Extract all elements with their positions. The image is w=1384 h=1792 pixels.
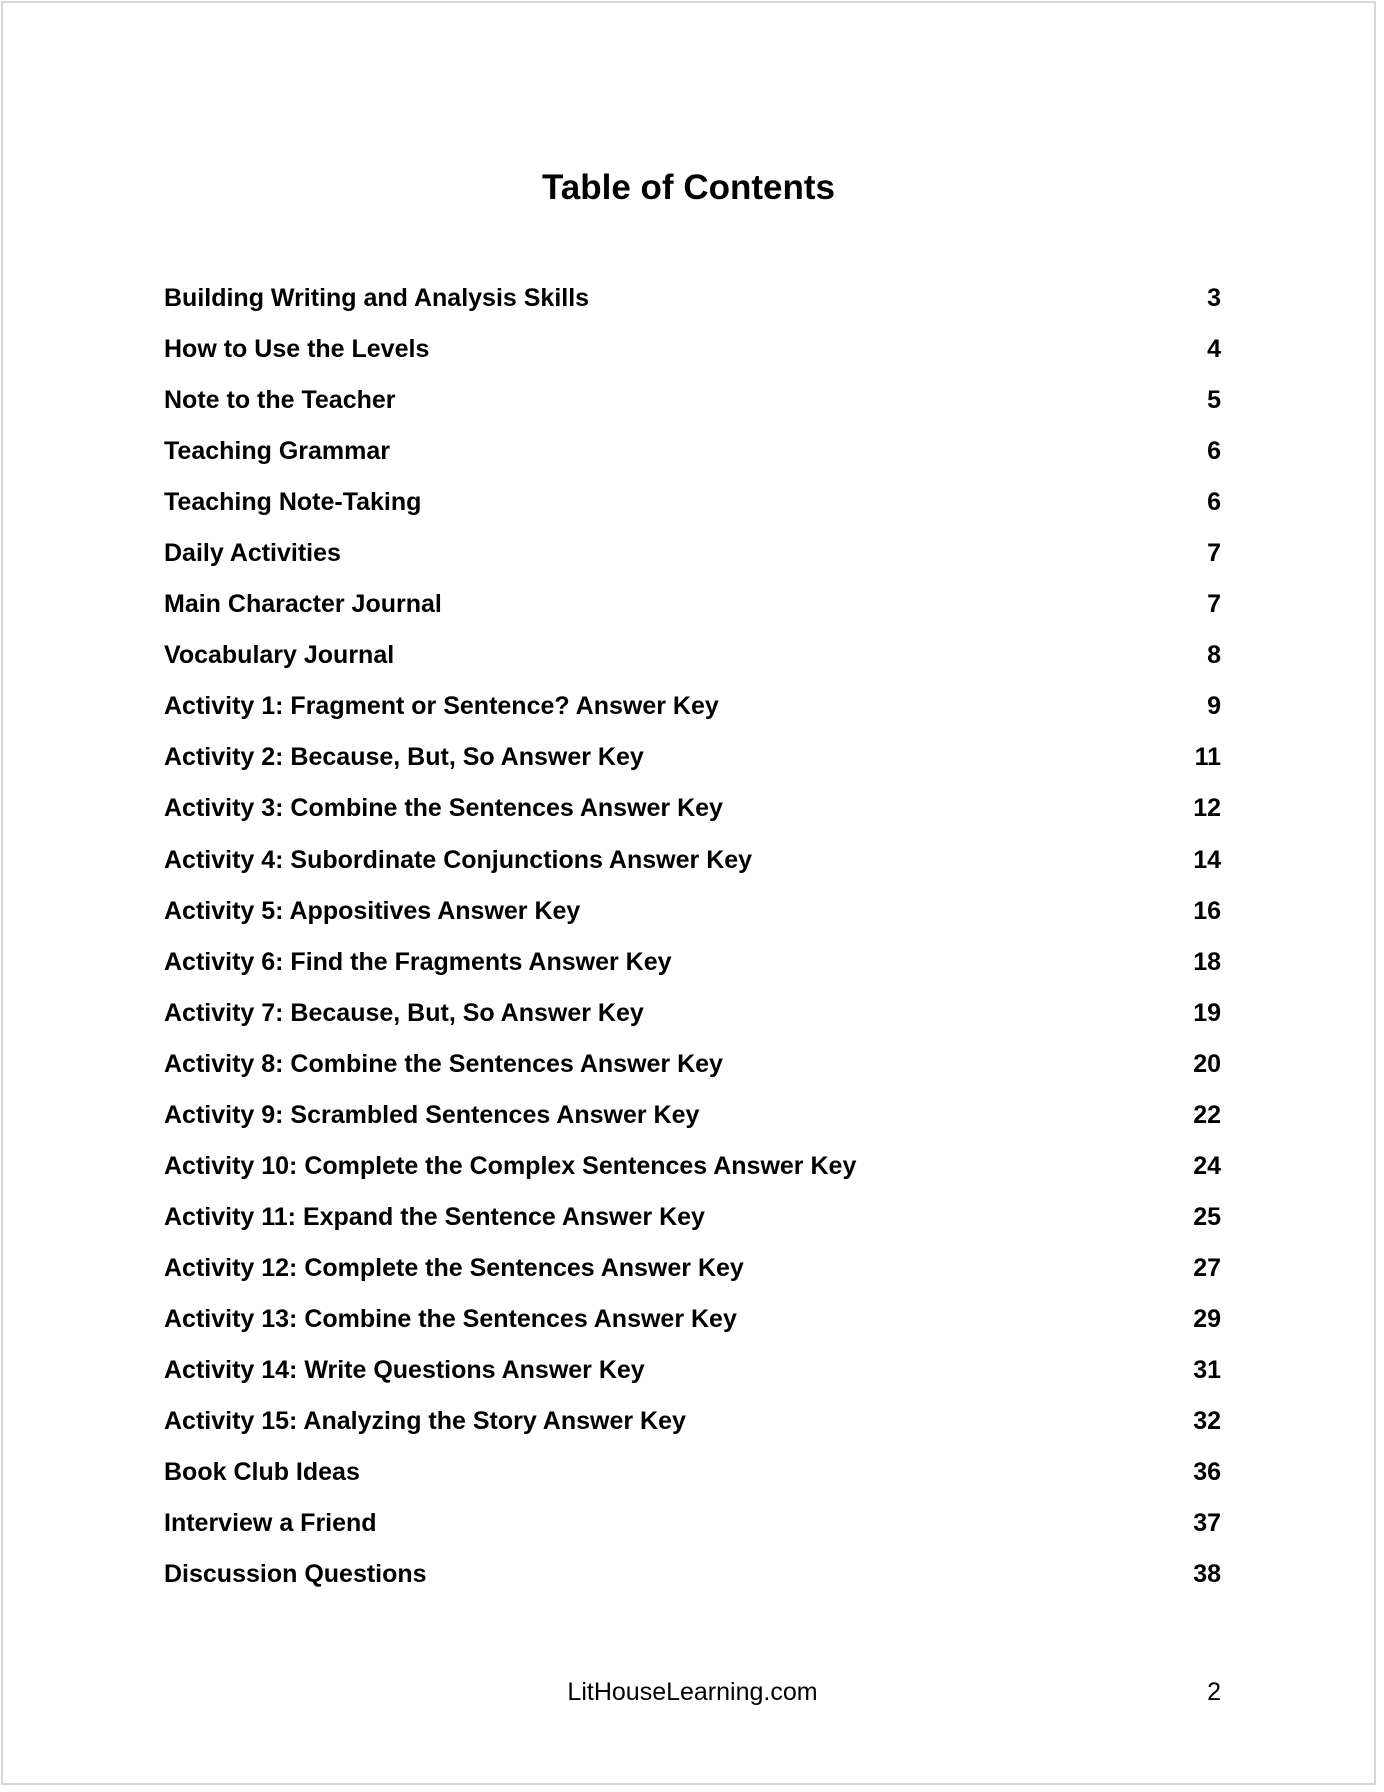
toc-entry-label: Activity 8: Combine the Sentences Answer Key	[164, 1049, 723, 1078]
toc-entry-page-number: 27	[1193, 1253, 1221, 1282]
toc-entry-page-number: 6	[1207, 488, 1221, 517]
toc-row	[164, 477, 1221, 528]
toc-entry-page-number: 18	[1193, 947, 1221, 976]
toc-row	[164, 783, 1221, 834]
toc-entry-page-number: 22	[1193, 1100, 1221, 1129]
toc-entry-label: Activity 3: Combine the Sentences Answer Key	[164, 794, 723, 823]
toc-entry-label: Activity 2: Because, But, So Answer Key	[164, 743, 644, 772]
toc-entry-label: Daily Activities	[164, 539, 341, 568]
toc-entry-page-number: 36	[1193, 1458, 1221, 1487]
toc-row	[164, 579, 1221, 630]
toc-row	[164, 1192, 1221, 1243]
toc-entry-label: Activity 6: Find the Fragments Answer Key	[164, 947, 672, 976]
toc-row	[164, 324, 1221, 375]
toc-entry-page-number: 6	[1207, 437, 1221, 466]
toc-entry-label: Vocabulary Journal	[164, 641, 395, 670]
toc-row	[164, 528, 1221, 579]
toc-entry-label: Interview a Friend	[164, 1509, 377, 1538]
toc-row	[164, 273, 1221, 324]
toc-row	[164, 375, 1221, 426]
footer-page-number: 2	[1207, 1678, 1221, 1706]
toc-row	[164, 732, 1221, 783]
toc-entry-label: Main Character Journal	[164, 590, 442, 619]
toc-entry-label: Book Club Ideas	[164, 1458, 360, 1487]
toc-entry-page-number: 31	[1193, 1355, 1221, 1384]
toc-entry-page-number: 4	[1207, 335, 1221, 364]
toc-entry-page-number: 11	[1194, 743, 1221, 772]
toc-entry-page-number: 29	[1193, 1304, 1221, 1333]
toc-entry-page-number: 37	[1193, 1509, 1221, 1538]
toc-row	[164, 1294, 1221, 1345]
toc-row	[164, 835, 1221, 886]
toc-list	[164, 273, 1221, 1600]
toc-entry-label: Activity 11: Expand the Sentence Answer Key	[164, 1202, 705, 1231]
toc-entry-label: Discussion Questions	[164, 1560, 427, 1589]
toc-entry-page-number: 14	[1193, 845, 1221, 874]
toc-entry-page-number: 3	[1207, 284, 1221, 312]
toc-entry-page-number: 5	[1207, 386, 1221, 415]
toc-entry-page-number: 38	[1193, 1560, 1221, 1589]
toc-row	[164, 630, 1221, 681]
page-footer	[164, 1677, 1221, 1707]
toc-entry-label: How to Use the Levels	[164, 335, 430, 364]
toc-row	[164, 426, 1221, 477]
toc-entry-page-number: 7	[1207, 590, 1221, 619]
toc-entry-page-number: 24	[1193, 1151, 1221, 1180]
toc-entry-page-number: 9	[1207, 692, 1221, 721]
toc-entry-label: Activity 4: Subordinate Conjunctions Answer Key	[164, 845, 753, 874]
toc-entry-page-number: 25	[1193, 1202, 1221, 1231]
toc-entry-label: Activity 14: Write Questions Answer Key	[164, 1355, 645, 1384]
toc-entry-label: Activity 9: Scrambled Sentences Answer Key	[164, 1100, 700, 1129]
toc-entry-label: Activity 5: Appositives Answer Key	[164, 896, 581, 925]
toc-entry-label: Activity 10: Complete the Complex Sentences Answer Key	[164, 1151, 857, 1180]
toc-entry-label: Activity 13: Combine the Sentences Answer Key	[164, 1304, 737, 1333]
toc-entry-label: Teaching Note-Taking	[164, 488, 422, 517]
toc-row	[164, 1396, 1221, 1447]
toc-entry-page-number: 20	[1193, 1049, 1221, 1078]
toc-row	[164, 1447, 1221, 1498]
toc-entry-label: Activity 1: Fragment or Sentence? Answer Key	[164, 692, 719, 721]
toc-row	[164, 1039, 1221, 1090]
page-title: Table of Contents	[542, 168, 835, 207]
toc-entry-page-number: 32	[1193, 1407, 1221, 1436]
toc-entry-page-number: 19	[1193, 998, 1221, 1027]
toc-entry-page-number: 8	[1207, 641, 1221, 670]
toc-entry-label: Activity 7: Because, But, So Answer Key	[164, 998, 644, 1027]
toc-row	[164, 1090, 1221, 1141]
toc-entry-page-number: 7	[1207, 539, 1221, 568]
toc-row	[164, 886, 1221, 937]
toc-row	[164, 1141, 1221, 1192]
toc-entry-label: Activity 12: Complete the Sentences Answer Key	[164, 1253, 744, 1282]
toc-row	[164, 681, 1221, 732]
toc-entry-page-number: 12	[1193, 794, 1221, 823]
toc-row	[164, 1345, 1221, 1396]
toc-entry-label: Activity 15: Analyzing the Story Answer Key	[164, 1407, 686, 1436]
toc-entry-page-number: 16	[1193, 896, 1221, 925]
footer-site-text: LitHouseLearning.com	[567, 1678, 818, 1706]
toc-row	[164, 1243, 1221, 1294]
toc-row	[164, 937, 1221, 988]
toc-entry-label: Note to the Teacher	[164, 386, 396, 415]
toc-entry-label: Building Writing and Analysis Skills	[164, 284, 590, 312]
toc-row	[164, 1549, 1221, 1600]
toc-row	[164, 988, 1221, 1039]
toc-entry-label: Teaching Grammar	[164, 437, 391, 466]
document-page	[1, 1, 1376, 1785]
toc-row	[164, 1498, 1221, 1549]
